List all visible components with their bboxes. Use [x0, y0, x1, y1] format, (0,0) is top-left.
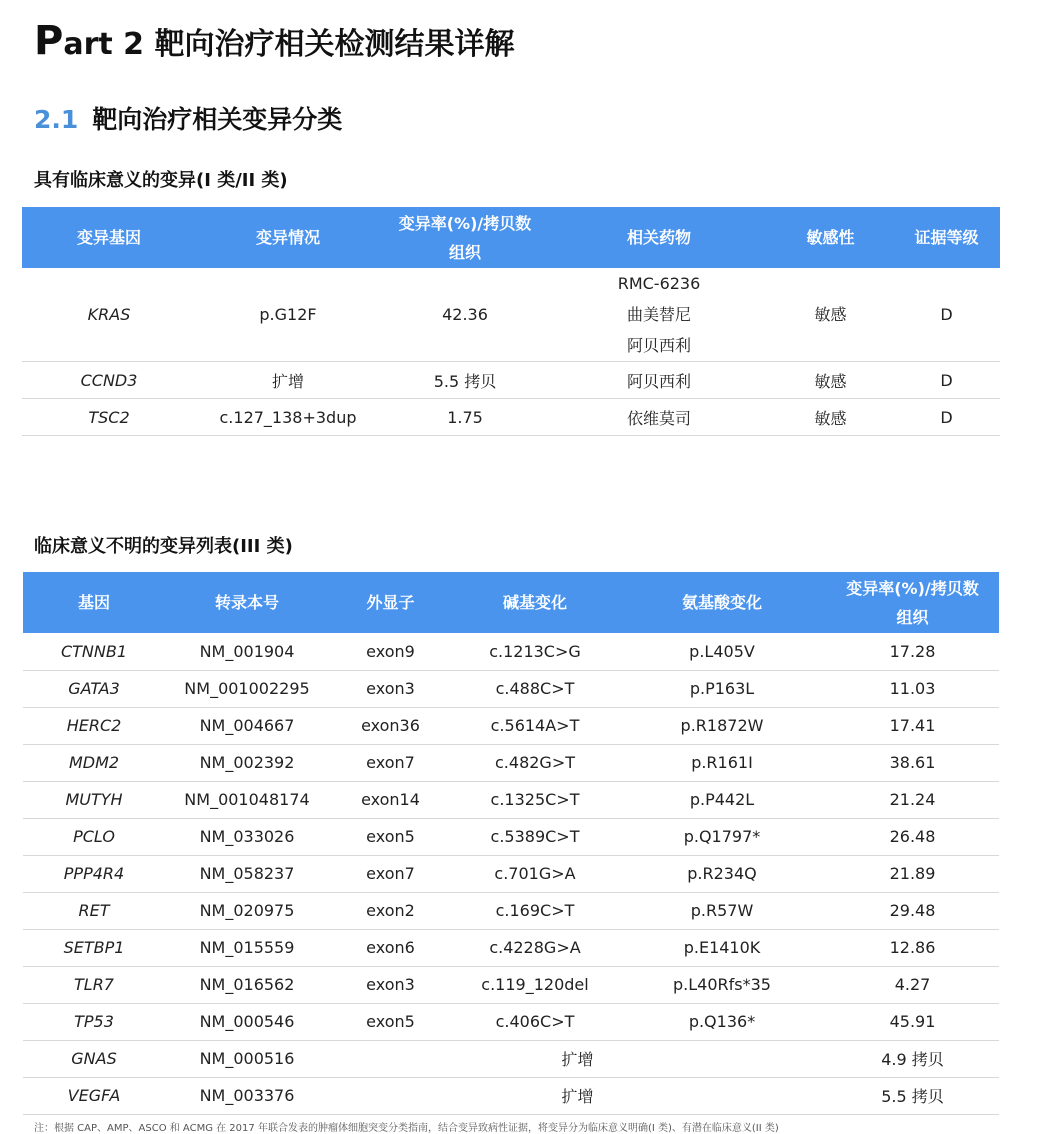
exon-cell: exon3	[329, 966, 452, 1003]
evidence-level-cell: D	[893, 362, 1000, 399]
base-change-cell: c.169C>T	[452, 892, 618, 929]
table-row	[23, 781, 999, 818]
amino-acid-change-cell: p.R1872W	[618, 707, 826, 744]
footnote: 注：根据 CAP、AMP、ASCO 和 ACMG 在 2017 年联合发表的肿瘤体细胞突变分类指南，结合变异致病性证据，将变异分为临床意义明确(I 类)、有潜在临床意义(II 类)	[34, 1123, 779, 1134]
table-header-row	[22, 207, 1000, 268]
table-row	[23, 633, 999, 670]
base-change-cell: c.4228G>A	[452, 929, 618, 966]
rate-cell: 5.5 拷贝	[826, 1077, 999, 1114]
transcript-cell: NM_004667	[165, 707, 329, 744]
gene-cell: CCND3	[22, 362, 196, 399]
gene-cell: MDM2	[23, 744, 165, 781]
exon-cell: exon14	[329, 781, 452, 818]
gene-cell: KRAS	[22, 268, 196, 362]
gene-cell: VEGFA	[23, 1077, 165, 1114]
base-change-cell: c.1325C>T	[452, 781, 618, 818]
header-variant: 变异情况	[196, 207, 380, 268]
table-row	[23, 966, 999, 1003]
table-row	[23, 892, 999, 929]
base-change-cell: c.482G>T	[452, 744, 618, 781]
drug-name: 阿贝西利	[626, 336, 691, 355]
rate-cell: 4.27	[826, 966, 999, 1003]
amino-acid-change-cell: p.Q1797*	[618, 818, 826, 855]
table-row	[22, 362, 1000, 399]
section-number: 2.1	[34, 105, 79, 134]
part-title	[34, 18, 514, 64]
drug-name: 曲美替尼	[626, 305, 691, 324]
rate-cell: 17.28	[826, 633, 999, 670]
gene-cell: PPP4R4	[23, 855, 165, 892]
gene-cell: PCLO	[23, 818, 165, 855]
exon-cell: exon7	[329, 855, 452, 892]
amino-acid-change-cell: p.P163L	[618, 670, 826, 707]
sensitivity-cell: 敏感	[768, 268, 893, 362]
table2-title: 临床意义不明的变异列表(III 类)	[34, 536, 293, 557]
exon-cell: exon2	[329, 892, 452, 929]
header-gene: 变异基因	[22, 207, 196, 268]
section-title-text: 靶向治疗相关变异分类	[92, 105, 343, 134]
amino-acid-change-cell: p.L40Rfs*35	[618, 966, 826, 1003]
table-row	[23, 1040, 999, 1077]
base-change-cell: c.1213C>G	[452, 633, 618, 670]
drugs-cell: 阿贝西利	[550, 362, 768, 399]
table-row	[22, 268, 1000, 362]
gene-cell: TP53	[23, 1003, 165, 1040]
amino-acid-change-cell: p.R161I	[618, 744, 826, 781]
table-row	[23, 1003, 999, 1040]
exon-cell: exon5	[329, 818, 452, 855]
transcript-cell: NM_002392	[165, 744, 329, 781]
header-transcript: 转录本号	[165, 572, 329, 633]
transcript-cell: NM_001002295	[165, 670, 329, 707]
rate-cell: 11.03	[826, 670, 999, 707]
gene-cell: GNAS	[23, 1040, 165, 1077]
amplification-cell: 扩增	[329, 1040, 826, 1077]
table-row	[23, 855, 999, 892]
rate-cell: 21.89	[826, 855, 999, 892]
rate-cell: 42.36	[380, 268, 550, 362]
table-row	[23, 670, 999, 707]
sensitivity-cell: 敏感	[768, 399, 893, 436]
table-row	[22, 399, 1000, 436]
base-change-cell: c.5614A>T	[452, 707, 618, 744]
header-base-change: 碱基变化	[452, 572, 618, 633]
amino-acid-change-cell: p.Q136*	[618, 1003, 826, 1040]
header-evidence-level: 证据等级	[893, 207, 1000, 268]
gene-cell: CTNNB1	[23, 633, 165, 670]
base-change-cell: c.701G>A	[452, 855, 618, 892]
amino-acid-change-cell: p.E1410K	[618, 929, 826, 966]
gene-cell: MUTYH	[23, 781, 165, 818]
uncertain-variants-table	[23, 572, 999, 1115]
evidence-level-cell: D	[893, 268, 1000, 362]
base-change-cell: c.488C>T	[452, 670, 618, 707]
variant-cell: p.G12F	[196, 268, 380, 362]
sensitivity-cell: 敏感	[768, 362, 893, 399]
transcript-cell: NM_033026	[165, 818, 329, 855]
header-rate-line2: 组织	[448, 242, 481, 262]
amino-acid-change-cell: p.R234Q	[618, 855, 826, 892]
clinical-variants-table	[22, 207, 1000, 436]
exon-cell: exon9	[329, 633, 452, 670]
table1-title: 具有临床意义的变异(I 类/II 类)	[34, 170, 288, 191]
rate-cell: 12.86	[826, 929, 999, 966]
gene-cell: TLR7	[23, 966, 165, 1003]
transcript-cell: NM_000516	[165, 1040, 329, 1077]
drug-name: RMC-6236	[617, 274, 701, 293]
transcript-cell: NM_001048174	[165, 781, 329, 818]
table-header-row	[23, 572, 999, 633]
rate-cell: 4.9 拷贝	[826, 1040, 999, 1077]
gene-cell: GATA3	[23, 670, 165, 707]
rate-cell: 1.75	[380, 399, 550, 436]
rate-cell: 38.61	[826, 744, 999, 781]
transcript-cell: NM_001904	[165, 633, 329, 670]
amplification-cell: 扩增	[329, 1077, 826, 1114]
gene-cell: HERC2	[23, 707, 165, 744]
header-sensitivity: 敏感性	[768, 207, 893, 268]
rate-cell: 45.91	[826, 1003, 999, 1040]
transcript-cell: NM_003376	[165, 1077, 329, 1114]
header-rate-line1: 变异率(%)/拷贝数	[398, 213, 532, 233]
base-change-cell: c.5389C>T	[452, 818, 618, 855]
transcript-cell: NM_015559	[165, 929, 329, 966]
transcript-cell: NM_020975	[165, 892, 329, 929]
header-rate	[826, 572, 999, 633]
drugs-cell	[550, 268, 768, 362]
gene-cell: RET	[23, 892, 165, 929]
header-rate	[380, 207, 550, 268]
rate-cell: 26.48	[826, 818, 999, 855]
rate-cell: 5.5 拷贝	[380, 362, 550, 399]
exon-cell: exon3	[329, 670, 452, 707]
section-title	[34, 100, 342, 136]
part-title-text: art 2 靶向治疗相关检测结果详解	[63, 27, 515, 62]
header-amino-acid-change: 氨基酸变化	[618, 572, 826, 633]
header-rate-line2: 组织	[896, 607, 929, 627]
amino-acid-change-cell: p.R57W	[618, 892, 826, 929]
gene-cell: TSC2	[22, 399, 196, 436]
table-row	[23, 929, 999, 966]
base-change-cell: c.406C>T	[452, 1003, 618, 1040]
transcript-cell: NM_058237	[165, 855, 329, 892]
rate-cell: 29.48	[826, 892, 999, 929]
drugs-cell: 依维莫司	[550, 399, 768, 436]
table-row	[23, 744, 999, 781]
rate-cell: 21.24	[826, 781, 999, 818]
table-row	[23, 818, 999, 855]
amino-acid-change-cell: p.L405V	[618, 633, 826, 670]
exon-cell: exon6	[329, 929, 452, 966]
header-drugs: 相关药物	[550, 207, 768, 268]
transcript-cell: NM_000546	[165, 1003, 329, 1040]
exon-cell: exon5	[329, 1003, 452, 1040]
variant-cell: c.127_138+3dup	[196, 399, 380, 436]
header-rate-line1: 变异率(%)/拷贝数	[846, 578, 979, 598]
variant-cell: 扩增	[196, 362, 380, 399]
transcript-cell: NM_016562	[165, 966, 329, 1003]
rate-cell: 17.41	[826, 707, 999, 744]
header-exon: 外显子	[329, 572, 452, 633]
exon-cell: exon7	[329, 744, 452, 781]
amino-acid-change-cell: p.P442L	[618, 781, 826, 818]
exon-cell: exon36	[329, 707, 452, 744]
table-row	[23, 1077, 999, 1114]
evidence-level-cell: D	[893, 399, 1000, 436]
table-row	[23, 707, 999, 744]
header-gene: 基因	[23, 572, 165, 633]
base-change-cell: c.119_120del	[452, 966, 618, 1003]
gene-cell: SETBP1	[23, 929, 165, 966]
part-title-prefix: P	[34, 18, 64, 64]
